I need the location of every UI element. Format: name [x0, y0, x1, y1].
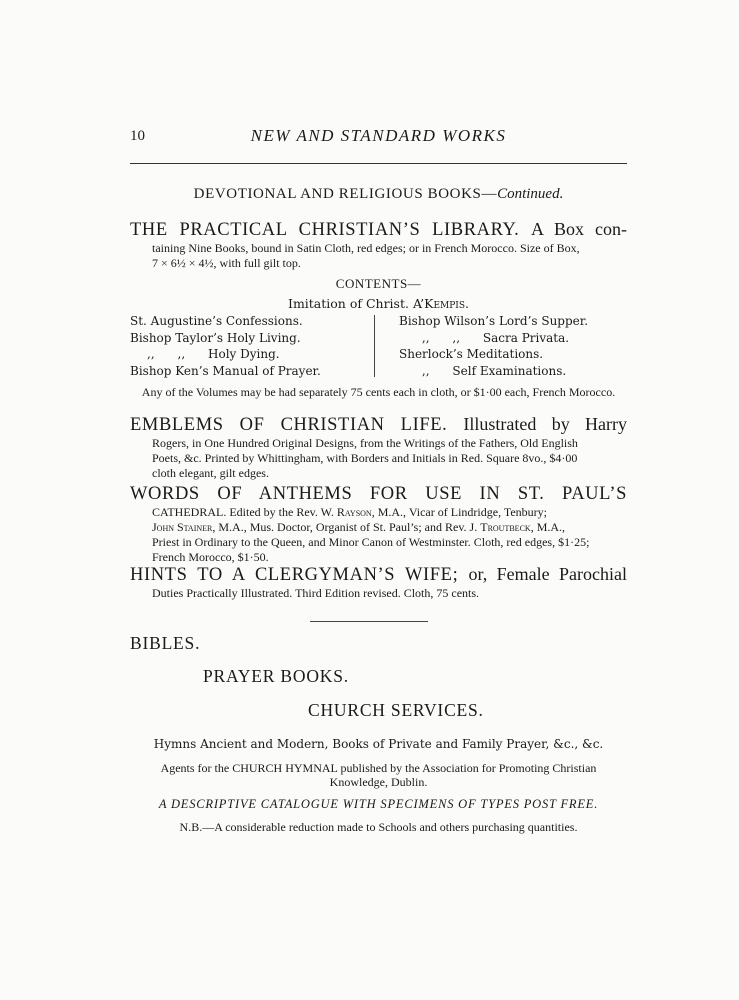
header-rule: [130, 163, 627, 164]
contents-left-item: St. Augustine’s Confessions.: [130, 314, 303, 328]
anthems-desc-line3: Priest in Ordinary to the Queen, and Minor Canon of Westminster. Cloth, red edges, $1·25;: [152, 535, 590, 549]
section-divider: [310, 621, 428, 622]
emblems-heading-rest: Illustrated by Harry: [463, 414, 627, 434]
catalogue-line: A DESCRIPTIVE CATALOGUE WITH SPECIMENS OF TYPES POST FREE.: [158, 797, 599, 811]
library-desc-line1: taining Nine Books, bound in Satin Cloth, red edges; or in French Morocco. Size of Box,: [152, 241, 580, 255]
imitation-title: Imitation of Christ.: [288, 296, 409, 311]
contents-left-item: ,, ,, Holy Dying.: [147, 347, 280, 361]
agents-line2: Knowledge, Dublin.: [329, 775, 428, 789]
emblems-entry: [130, 413, 627, 481]
library-note: Any of the Volumes may be had separately 75 cents each in cloth, or $1·00 each, French Morocco.: [141, 385, 616, 399]
contents-left-item: Bishop Taylor’s Holy Living.: [130, 330, 301, 345]
contents-right-item: ,, ,, Sacra Privata.: [399, 330, 570, 345]
running-title: NEW AND STANDARD WORKS: [250, 126, 507, 145]
anthems-line2b: , M.A.,: [530, 520, 566, 534]
agents-note: [130, 761, 627, 789]
contents-divider: [374, 315, 375, 377]
emblems-description: [130, 436, 627, 481]
hints-heading-title: HINTS TO A CLERGYMAN’S WIFE;: [130, 565, 459, 585]
imitation-line: [130, 296, 627, 311]
bibles-heading: BIBLES.: [130, 633, 201, 653]
section-title-main: DEVOTIONAL AND RELIGIOUS BOOKS—: [193, 186, 498, 202]
imitation-author: A’Kempis.: [412, 296, 469, 311]
contents-right-item: Bishop Wilson’s Lord’s Supper.: [399, 314, 589, 328]
emblems-desc-line1: Rogers, in One Hundred Original Designs, from the Writings of the Fathers, Old English: [152, 436, 578, 450]
anthems-canon-name: Troutbeck: [480, 520, 531, 534]
section-title-italic: Continued.: [497, 186, 564, 202]
anthems-line2a: , M.A., Mus. Doctor, Organist of St. Paul’s; and Rev. J.: [212, 520, 478, 534]
anthems-heading: WORDS OF ANTHEMS FOR USE IN ST. PAUL’S: [130, 484, 627, 504]
church-services-heading: CHURCH SERVICES.: [308, 700, 484, 720]
anthems-line1a: CATHEDRAL. Edited by the Rev. W.: [152, 505, 334, 519]
emblems-desc-line3: cloth elegant, gilt edges.: [152, 466, 269, 480]
contents-right-item: ,, Self Examinations.: [399, 363, 567, 378]
library-desc-line2: 7 × 6½ × 4½, with full gilt top.: [152, 256, 301, 270]
hints-description: [130, 586, 627, 601]
hints-entry: [130, 563, 627, 601]
prayer-books-heading: PRAYER BOOKS.: [203, 666, 349, 686]
contents-right-item: Sherlock’s Meditations.: [399, 347, 544, 361]
section-title: [130, 186, 627, 203]
anthems-desc-line2: [152, 520, 627, 535]
library-description: [130, 241, 627, 271]
library-heading-rest: A Box con-: [531, 219, 628, 239]
anthems-desc-line4: French Morocco, $1·50.: [152, 550, 269, 564]
contents-right-column: [399, 313, 588, 379]
contents-heading: CONTENTS—: [335, 276, 422, 291]
agents-line1: Agents for the CHURCH HYMNAL published by the Association for Promoting Christian: [160, 761, 597, 775]
contents-left-item: Bishop Ken’s Manual of Prayer.: [130, 363, 321, 378]
hints-heading-rest: or, Female Parochial: [468, 564, 628, 584]
nb-line: N.B.—A considerable reduction made to Schools and others purchasing quantities.: [179, 820, 578, 834]
emblems-desc-line2: Poets, &c. Printed by Whittingham, with Borders and Initials in Red. Square 8vo., $4·00: [152, 451, 578, 465]
contents-left-column: [130, 313, 321, 379]
emblems-heading: [130, 413, 627, 436]
anthems-organist-name: John Stainer: [152, 520, 213, 534]
hints-heading: [130, 563, 627, 586]
emblems-heading-title: EMBLEMS OF CHRISTIAN LIFE.: [130, 415, 448, 435]
anthems-description: [130, 505, 627, 565]
anthems-line1b: , M.A., Vicar of Lindridge, Tenbury;: [371, 505, 547, 519]
library-heading-title: THE PRACTICAL CHRISTIAN’S LIBRARY.: [130, 220, 520, 240]
library-heading: [130, 218, 627, 241]
anthems-entry: [130, 483, 627, 565]
anthems-desc-line1: [152, 505, 627, 520]
page-number: 10: [130, 128, 145, 144]
hints-desc-line1: Duties Practically Illustrated. Third Edition revised. Cloth, 75 cents.: [152, 586, 480, 600]
anthems-editor-name: Rayson: [336, 505, 372, 519]
hymns-line: Hymns Ancient and Modern, Books of Private and Family Prayer, &c., &c.: [153, 737, 604, 751]
library-entry: [130, 218, 627, 271]
